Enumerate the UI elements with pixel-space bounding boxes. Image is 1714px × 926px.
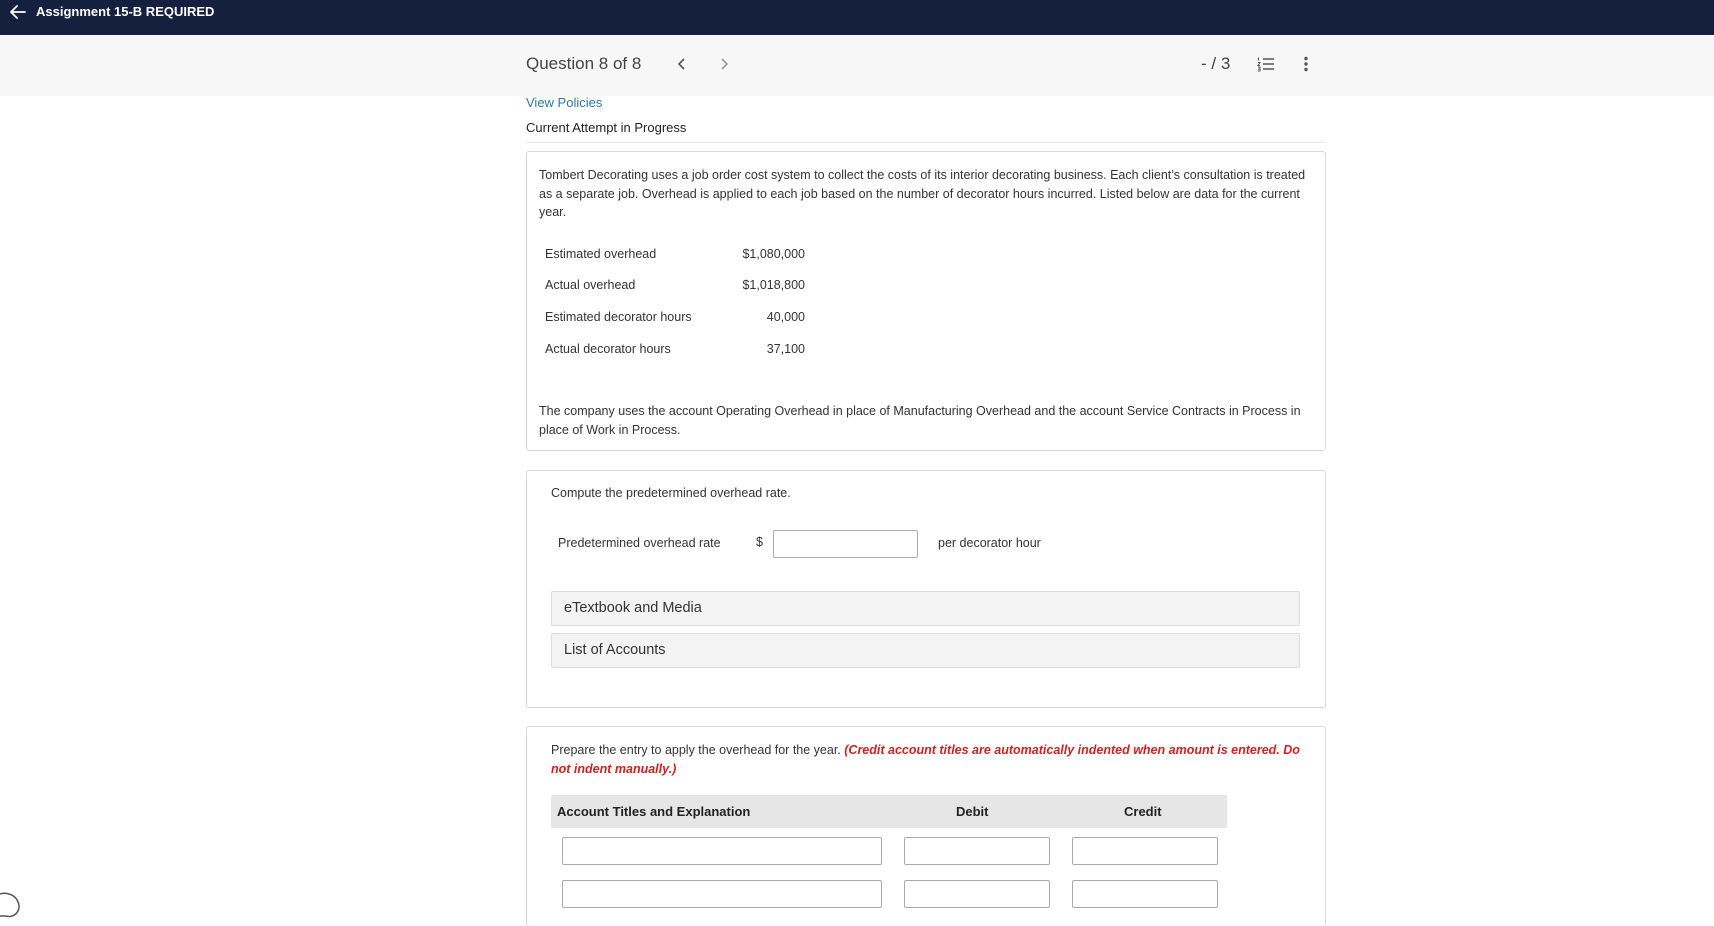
part2-instruction: (Credit account titles are automatically indented when amount is entered. Do not indent manually.) <box>551 743 1300 776</box>
part2-card <box>526 726 1326 926</box>
view-policies-link[interactable]: View Policies <box>526 95 603 110</box>
top-bar <box>0 0 1714 35</box>
data-label: Actual decorator hours <box>545 342 671 356</box>
debit-input[interactable] <box>904 837 1050 865</box>
back-button[interactable] <box>2 2 34 22</box>
rate-label: Predetermined overhead rate <box>558 536 721 550</box>
question-number: Question 8 of 8 <box>526 54 642 73</box>
previous-question-button[interactable] <box>670 52 694 76</box>
journal-table-header <box>551 795 1227 828</box>
rate-unit: per decorator hour <box>938 536 1041 550</box>
data-label: Actual overhead <box>545 278 636 292</box>
column-header-credit: Credit <box>1124 804 1162 819</box>
column-header-debit: Debit <box>956 804 989 819</box>
more-vertical-icon <box>1303 56 1309 72</box>
etextbook-media-accordion[interactable]: eTextbook and Media <box>551 591 1300 626</box>
part1-card <box>526 470 1326 708</box>
question-list-button[interactable] <box>1254 52 1278 76</box>
data-label: Estimated overhead <box>545 247 657 261</box>
question-score: - / 3 <box>1201 54 1231 73</box>
account-title-input[interactable] <box>562 837 882 865</box>
debit-input[interactable] <box>904 880 1050 908</box>
more-options-button[interactable] <box>1294 52 1318 76</box>
credit-input[interactable] <box>1072 837 1218 865</box>
chevron-left-icon <box>677 57 687 71</box>
accessibility-icon[interactable] <box>0 888 22 918</box>
data-value: $1,018,800 <box>742 278 805 292</box>
arrow-left-icon <box>10 5 26 19</box>
data-value: 40,000 <box>766 310 805 324</box>
list-of-accounts-accordion[interactable]: List of Accounts <box>551 633 1300 668</box>
problem-note: The company uses the account Operating Overhead in place of Manufacturing Overhead and the account Service Contracts in Process in place of Work in Process. <box>539 404 1301 437</box>
chevron-right-icon <box>719 57 729 71</box>
data-value: 37,100 <box>766 342 805 356</box>
problem-card <box>526 151 1326 451</box>
divider <box>526 142 1326 143</box>
attempt-status: Current Attempt in Progress <box>526 120 687 135</box>
assignment-title: Assignment 15-B REQUIRED <box>36 4 215 19</box>
overhead-rate-input[interactable] <box>773 530 918 558</box>
part2-prompt-text: Prepare the entry to apply the overhead for the year. <box>551 743 841 757</box>
data-label: Estimated decorator hours <box>545 310 692 324</box>
part1-prompt: Compute the predetermined overhead rate. <box>551 486 791 500</box>
credit-input[interactable] <box>1072 880 1218 908</box>
column-header-account: Account Titles and Explanation <box>557 804 751 819</box>
question-header <box>526 50 1326 80</box>
account-title-input[interactable] <box>562 880 882 908</box>
numbered-list-icon <box>1257 56 1275 72</box>
part2-prompt <box>551 741 1311 779</box>
problem-intro: Tombert Decorating uses a job order cost system to collect the costs of its interior decorating business. Each client’s consultation is treated as a separate job. Overhead is applied to each job based on the number of decorator hours incurred. Listed below are data for the current year. <box>539 168 1306 219</box>
data-value: $1,080,000 <box>742 247 805 261</box>
next-question-button[interactable] <box>712 52 736 76</box>
currency-symbol: $ <box>756 535 763 549</box>
